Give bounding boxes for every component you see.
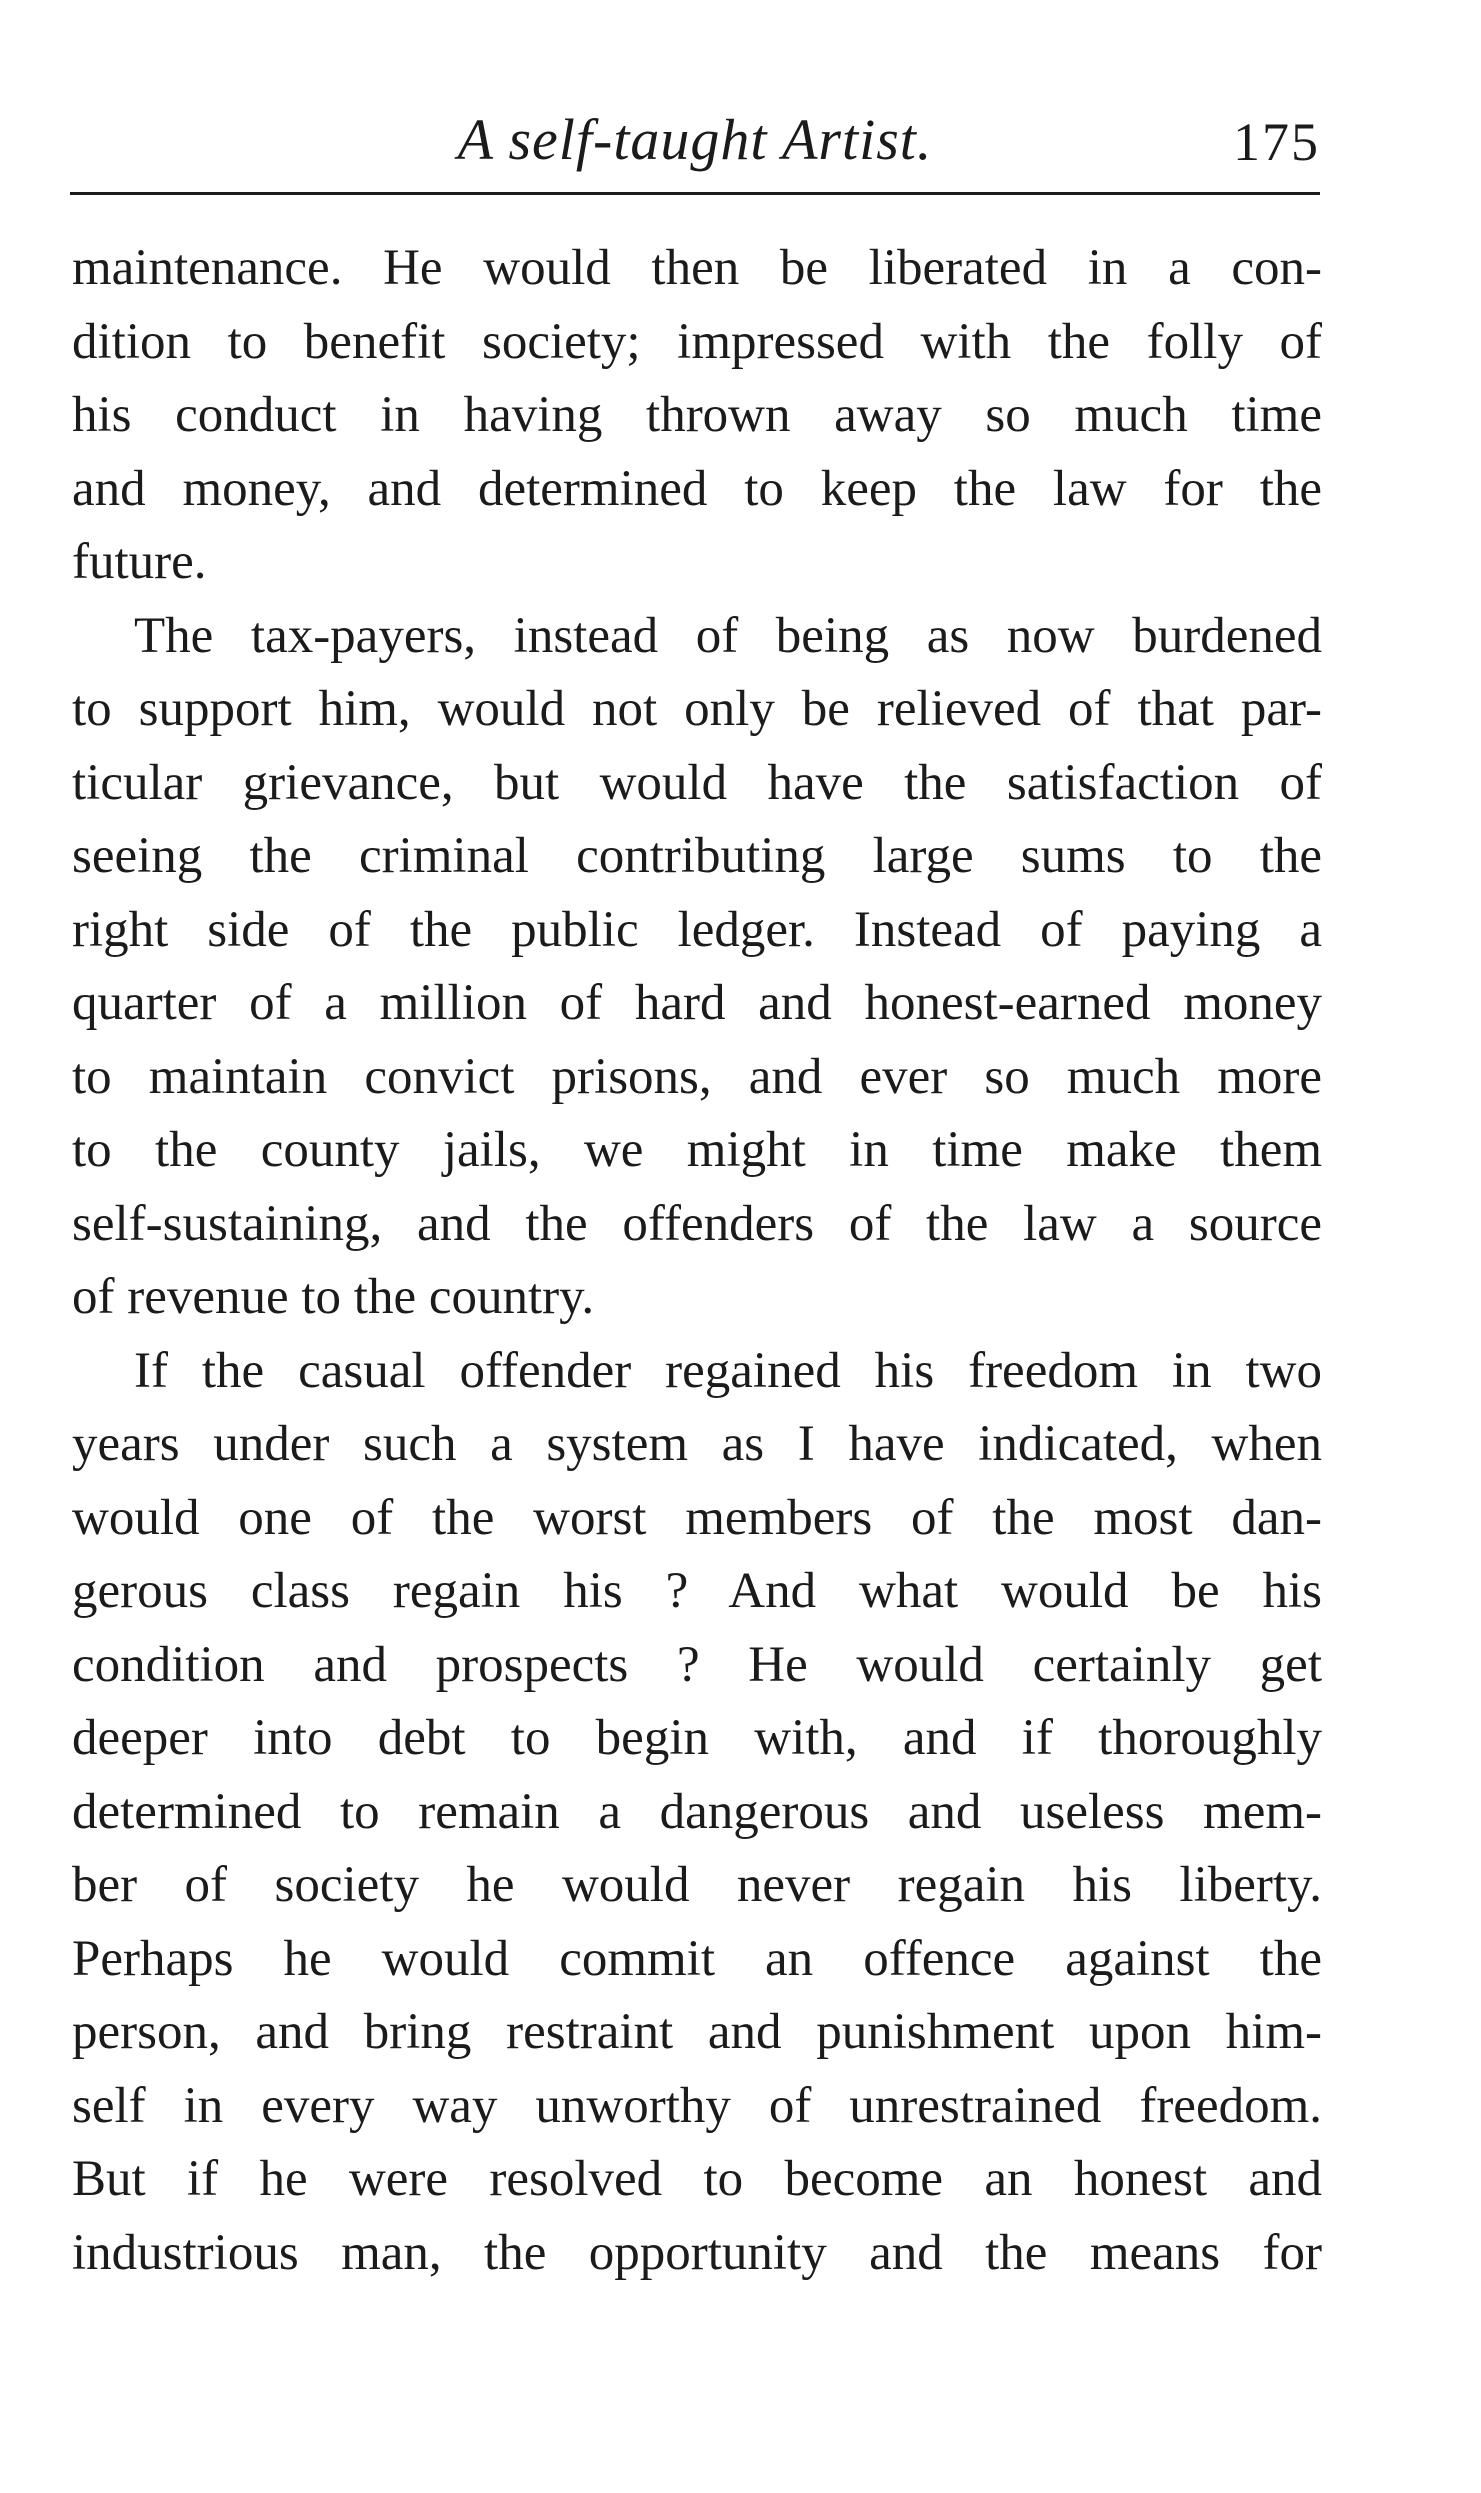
text-line: to support him, would not only be relieved of that par-: [72, 681, 1322, 737]
text-line: deeper into debt to begin with, and if thoroughly: [72, 1710, 1322, 1766]
text-line: future.: [72, 534, 207, 590]
text-line: ber of society he would never regain his liberty.: [72, 1857, 1322, 1913]
text-line: seeing the criminal contributing large sums to the: [72, 828, 1322, 884]
paragraph: [72, 600, 1322, 1335]
text-line: self in every way unworthy of unrestrained freedom.: [72, 2077, 1322, 2134]
text-line: to the county jails, we might in time make them: [72, 1122, 1322, 1178]
text-line: and money, and determined to keep the law for the: [72, 460, 1322, 517]
text-line: condition and prospects ? He would certainly get: [72, 1636, 1322, 1693]
text-line: dition to benefit society; impressed with the folly of: [72, 313, 1322, 370]
text-line: to maintain convict prisons, and ever so much more: [72, 1048, 1322, 1105]
text-line: If the casual offender regained his freedom in two: [134, 1342, 1322, 1399]
text-line: gerous class regain his ? And what would be his: [72, 1563, 1322, 1619]
text-line: The tax-payers, instead of being as now burdened: [134, 607, 1322, 664]
text-line: Perhaps he would commit an offence against the: [72, 1930, 1322, 1987]
page-header: [70, 100, 1320, 190]
text-line: maintenance. He would then be liberated in a con-: [72, 240, 1322, 296]
text-line: ticular grievance, but would have the satisfaction of: [72, 754, 1322, 811]
text-line: right side of the public ledger. Instead of paying a: [72, 901, 1322, 958]
text-line: determined to remain a dangerous and useless mem-: [72, 1783, 1322, 1840]
text-line: years under such a system as I have indicated, when: [72, 1416, 1322, 1472]
text-line: industrious man, the opportunity and the means for: [72, 2224, 1322, 2281]
text-line: But if he were resolved to become an honest and: [72, 2151, 1322, 2207]
page-number: 175: [1233, 112, 1320, 172]
text-line: his conduct in having thrown away so much time: [72, 387, 1322, 443]
text-line: would one of the worst members of the most dan-: [72, 1489, 1322, 1546]
running-title: A self-taught Artist.: [457, 107, 933, 172]
body-text: [72, 232, 1322, 2290]
header-rule: [70, 192, 1320, 195]
paragraph: [72, 232, 1322, 600]
text-line: of revenue to the country.: [72, 1269, 595, 1325]
text-line: person, and bring restraint and punishment upon him-: [72, 2004, 1322, 2060]
text-line: quarter of a million of hard and honest-earned money: [72, 975, 1322, 1031]
text-line: self-sustaining, and the offenders of the law a source: [72, 1195, 1322, 1252]
paragraph: [72, 1335, 1322, 2291]
